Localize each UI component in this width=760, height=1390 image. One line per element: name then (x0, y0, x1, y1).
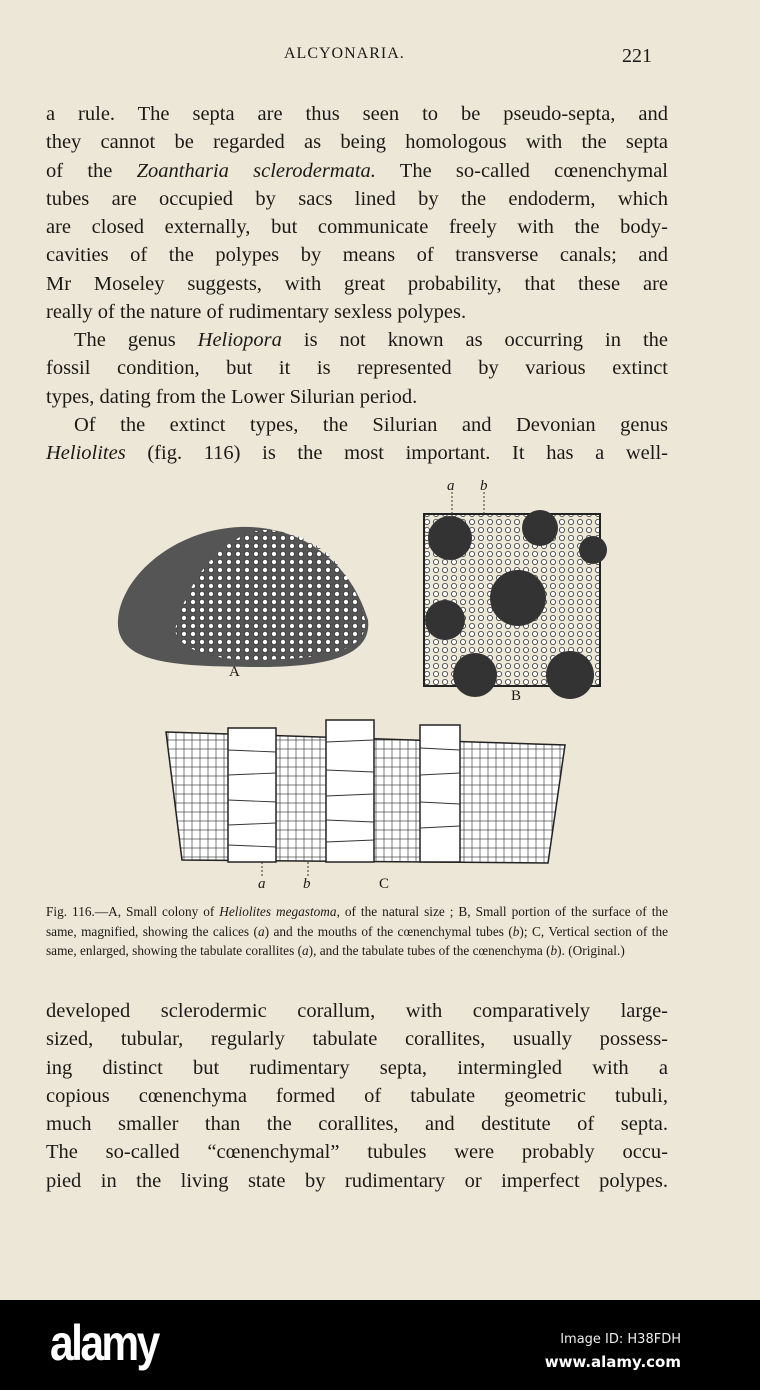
text-line: a rule. The septa are thus seen to be pseudo-septa, and (46, 103, 668, 125)
figure-label-c: C (379, 876, 390, 892)
caption-species: Heliolites megastoma (219, 904, 337, 919)
caption-text: , of the natural size ; B, Small portion of the surface of the same, magnified, showing the calices ( (46, 904, 668, 939)
text-line: fossil condition, but it is represented by various extinct (46, 357, 668, 380)
text-line: pied in the living state by rudimentary or imperfect polypes. (46, 1169, 668, 1192)
caption-text: A, Small colony of (108, 904, 220, 919)
italic-term: Heliopora (197, 329, 282, 351)
text-line: ing distinct but rudimentary septa, intermingled with a (46, 1056, 668, 1079)
figure-label-b-calice: a (447, 478, 455, 494)
text-line: Of the extinct types, the Silurian and Devonian genus (74, 414, 668, 436)
text-line: are closed externally, but communicate freely with the body- (46, 216, 668, 239)
text-run: (fig. 116) is the most important. It has a well- (125, 442, 668, 465)
text-line: sized, tubular, regularly tabulate corallites, usually possess- (46, 1028, 668, 1051)
text-line: much smaller than the corallites, and destitute of septa. (46, 1113, 668, 1136)
text-run: is not known as occurring in the (281, 329, 668, 351)
italic-term: Zoantharia sclerodermata. (136, 159, 376, 182)
page-number: 221 (622, 45, 652, 67)
text-run: The so-called cœnenchymal (375, 159, 669, 182)
figure-116-illustration (0, 470, 760, 890)
caption-text: ) and the mouths of the cœnenchymal tubes ( (264, 923, 513, 939)
figure-label-c-tube: b (303, 876, 311, 892)
caption-ref: b (550, 943, 558, 958)
paragraph-2 (46, 326, 668, 411)
figure-label-b: B (511, 688, 522, 704)
figure-caption (46, 902, 668, 961)
text-line: The so-called “cœnenchymal” tubules were probably occu- (46, 1141, 668, 1164)
caption-ref: b (512, 923, 520, 939)
specimen-a (118, 527, 368, 667)
text-line: they cannot be regarded as being homologous with the septa (46, 131, 668, 154)
text-line (46, 326, 668, 354)
text-line: cavities of the polypes by means of transverse canals; and (46, 244, 668, 267)
text-line: really of the nature of rudimentary sexless polypes. (46, 301, 467, 324)
figure-label-c-corallite: a (258, 876, 266, 892)
figure-label-b-tube: b (480, 478, 488, 494)
text-line: developed sclerodermic corallum, with comparatively large- (46, 1000, 668, 1022)
text-run: The genus (74, 329, 198, 351)
text-line: tubes are occupied by sacs lined by the endoderm, which (46, 187, 668, 210)
caption-text: ). (Original.) (557, 943, 625, 958)
watermark-bar (0, 1300, 760, 1390)
specimen-b (424, 492, 607, 699)
paragraph-3 (46, 411, 668, 468)
watermark-url: www.alamy.com (544, 1353, 681, 1371)
text-line: Mr Moseley suggests, with great probability, that these are (46, 272, 668, 295)
caption-text: ), and the tabulate tubes of the cœnenchyma ( (308, 943, 551, 958)
text-run: of the (46, 159, 137, 182)
caption-ref: a (302, 943, 309, 958)
caption-figure-number: Fig. 116.— (46, 904, 109, 919)
italic-term: Heliolites (46, 442, 126, 465)
text-line: types, dating from the Lower Silurian period. (46, 385, 418, 408)
figure-label-a: A (229, 664, 240, 680)
caption-ref: a (257, 923, 265, 939)
section-c (166, 720, 565, 878)
text-line: copious cœnenchyma formed of tabulate geometric tubuli, (46, 1084, 668, 1107)
text-line (46, 439, 668, 467)
alamy-logo: alamy (50, 1315, 158, 1371)
text-line (46, 157, 668, 185)
paragraph-4 (46, 997, 668, 1195)
image-id: Image ID: H38FDH (560, 1332, 681, 1347)
paragraph-1 (46, 100, 668, 326)
running-head: ALCYONARIA. (284, 45, 405, 62)
caption-text: ); C, Vertical section of the same, enlarged, showing the tabulate corallites ( (46, 923, 668, 958)
